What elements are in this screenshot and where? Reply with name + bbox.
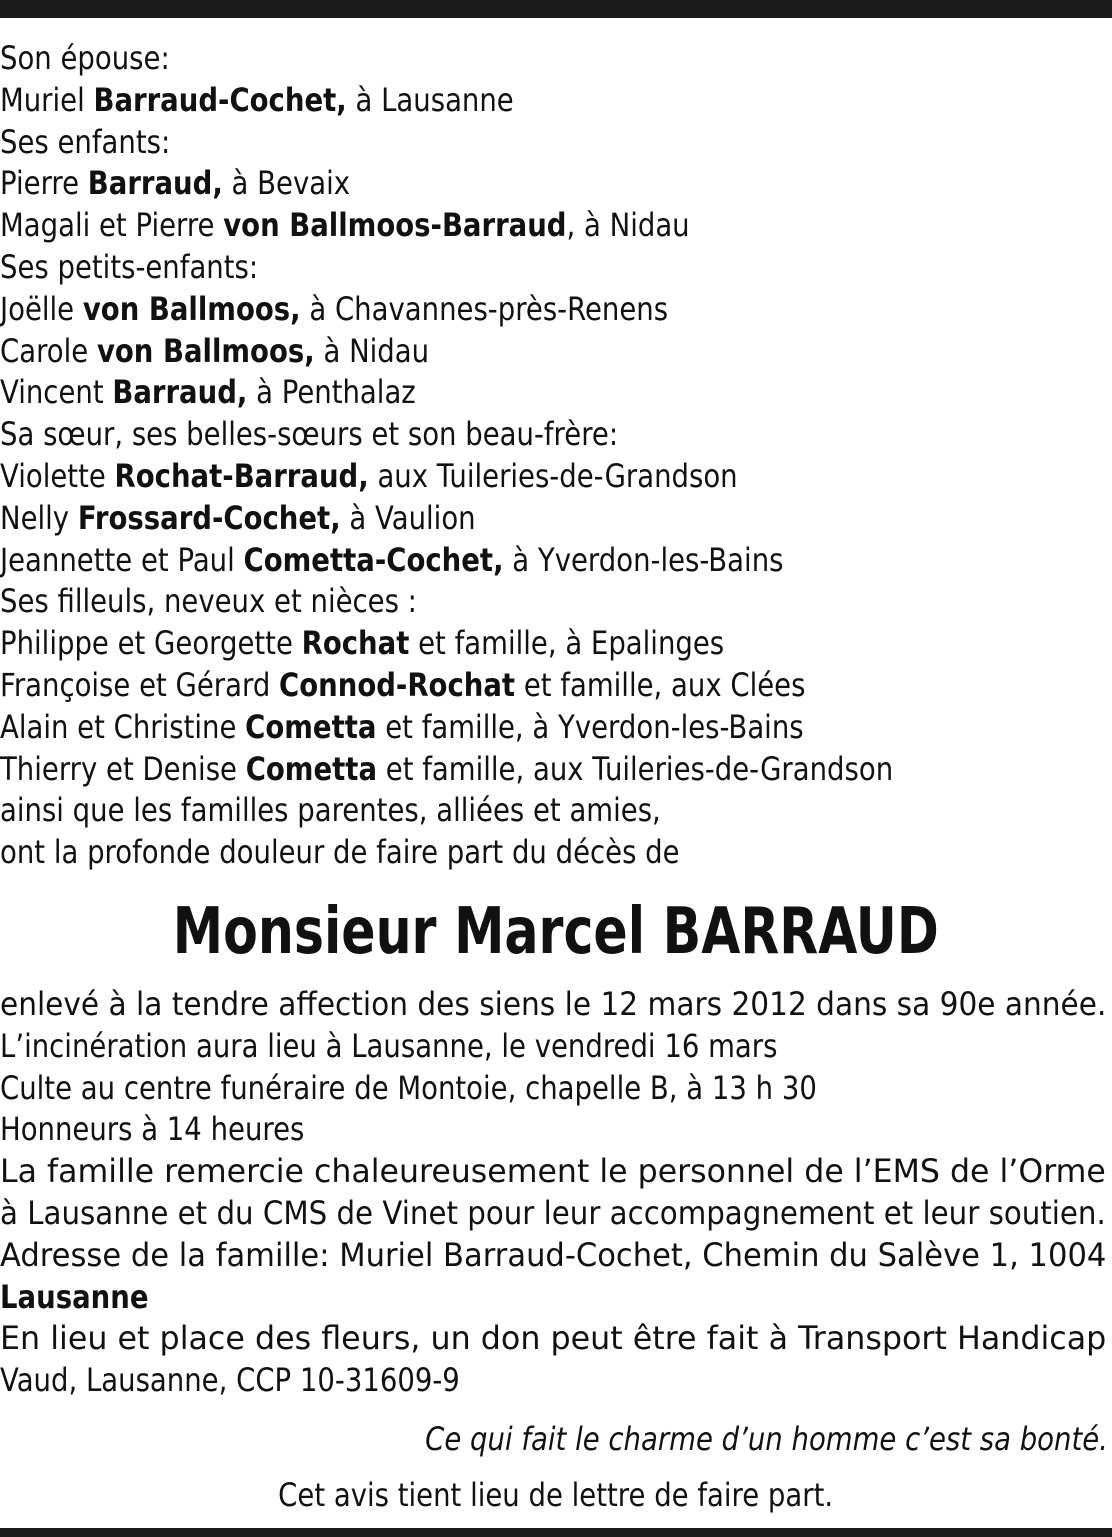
family-heading-spouse: Son épouse:: [0, 39, 170, 77]
family-member: [0, 623, 956, 665]
surname: Barraud-Cochet,: [93, 80, 347, 119]
details-text: Honneurs à 14 heures: [0, 1110, 305, 1149]
details-line: [0, 1318, 1112, 1360]
place: et famille, à Epalinges: [409, 624, 725, 663]
given-name: Violette: [0, 456, 115, 495]
details-text: à Lausanne et du CMS de Vinet pour leur accompagnement et leur soutien.: [0, 1193, 1106, 1232]
place: et famille, aux Clées: [515, 665, 806, 704]
funeral-details: [0, 984, 1112, 1402]
details-line: [0, 1277, 1112, 1319]
surname: von Ballmoos-Barraud: [223, 206, 567, 245]
details-line: [0, 984, 1112, 1026]
family-heading-grandchildren: Ses petits-enfants:: [0, 247, 259, 286]
family-heading-siblings: Sa sœur, ses belles-sœurs et son beau-frère:: [0, 415, 619, 454]
surname: Cometta-Cochet,: [243, 540, 504, 579]
given-name: Françoise et Gérard: [0, 665, 280, 704]
details-text: Culte au centre funéraire de Montoie, chapelle B, à 13 h 30: [0, 1068, 817, 1107]
family-member: [0, 498, 956, 540]
family-closing-line: ainsi que les familles parentes, alliées et amies,: [0, 791, 661, 830]
family-heading-children: Ses enfants:: [0, 122, 171, 161]
surname: Frossard-Cochet,: [77, 498, 341, 537]
given-name: Joëlle: [0, 289, 83, 328]
family-list: [0, 38, 956, 874]
given-name: Muriel: [0, 80, 94, 119]
place: à Penthalaz: [247, 373, 416, 412]
place: à Bevaix: [222, 164, 351, 203]
place: aux Tuileries-de-Grandson: [368, 456, 738, 495]
place: à Vaulion: [340, 498, 476, 537]
details-text: En lieu et place des fleurs, un don peut être fait à Transport Handicap: [0, 1319, 1107, 1358]
family-member: [0, 205, 956, 247]
details-text: Adresse de la famille: Muriel Barraud-Cochet, Chemin du Salève 1, 1004: [0, 1235, 1107, 1274]
family-member: [0, 163, 956, 205]
place: , à Nidau: [566, 206, 690, 245]
details-line: [0, 1193, 1112, 1235]
family-member: [0, 331, 956, 373]
details-line: [0, 1235, 1112, 1277]
given-name: Philippe et Georgette: [0, 624, 302, 663]
place: à Yverdon-les-Bains: [503, 540, 784, 579]
place: à Lausanne: [346, 80, 514, 119]
surname: von Ballmoos,: [96, 331, 315, 370]
given-name: Thierry et Denise: [0, 749, 246, 788]
given-name: Carole: [0, 331, 97, 370]
family-member: [0, 372, 956, 414]
given-name: Jeannette et Paul: [0, 540, 244, 579]
place: à Nidau: [314, 331, 430, 370]
family-member: [0, 540, 956, 582]
given-name: Nelly: [0, 498, 78, 537]
details-line: [0, 1360, 1112, 1402]
surname: Cometta: [245, 707, 377, 746]
details-line: [0, 1068, 1112, 1110]
family-member: [0, 749, 956, 791]
details-line: [0, 1151, 1112, 1193]
announcement-intro: ont la profonde douleur de faire part du décès de: [0, 833, 680, 872]
family-member: [0, 707, 956, 749]
deceased-name-text: Monsieur Marcel BARRAUD: [173, 895, 939, 969]
surname: Barraud,: [87, 164, 223, 203]
closing-note: [0, 1474, 1112, 1516]
details-text: La famille remercie chaleureusement le personnel de l’EMS de l’Orme: [0, 1152, 1106, 1191]
details-text: enlevé à la tendre affection des siens le 12 mars 2012 dans sa 90e année.: [0, 985, 1107, 1023]
details-text: Vaud, Lausanne, CCP 10-31609-9: [0, 1361, 460, 1400]
family-member: [0, 665, 956, 707]
top-rule: [0, 0, 1112, 18]
deceased-name: [0, 894, 1112, 970]
given-name: Vincent: [0, 373, 113, 412]
details-line: [0, 1109, 1112, 1151]
surname: von Ballmoos,: [82, 289, 301, 328]
place: et famille, aux Tuileries-de-Grandson: [377, 749, 894, 788]
bottom-rule: [0, 1528, 1112, 1537]
surname: Barraud,: [112, 373, 248, 412]
epitaph-quote: Ce qui fait le charme d’un homme c’est sa bonté.: [425, 1420, 1108, 1458]
surname: Rochat: [301, 624, 410, 663]
given-name: Magali et Pierre: [0, 206, 224, 245]
details-text: L’incinération aura lieu à Lausanne, le vendredi 16 mars: [0, 1026, 778, 1065]
surname: Connod-Rochat: [279, 665, 516, 704]
given-name: Alain et Christine: [0, 707, 246, 746]
family-member: [0, 80, 956, 122]
surname: Rochat-Barraud,: [114, 456, 369, 495]
surname: Cometta: [245, 749, 378, 788]
family-member: [0, 289, 956, 331]
details-line: [0, 1026, 1112, 1068]
given-name: Pierre: [0, 164, 88, 203]
place: à Chavannes-près-Renens: [300, 289, 669, 328]
place: et famille, à Yverdon-les-Bains: [376, 707, 804, 746]
closing-note-text: Cet avis tient lieu de lettre de faire part.: [278, 1476, 834, 1514]
details-text-bold: Lausanne: [0, 1277, 149, 1316]
family-member: [0, 456, 956, 498]
family-heading-godchildren: Ses filleuls, neveux et nièces :: [0, 582, 417, 621]
